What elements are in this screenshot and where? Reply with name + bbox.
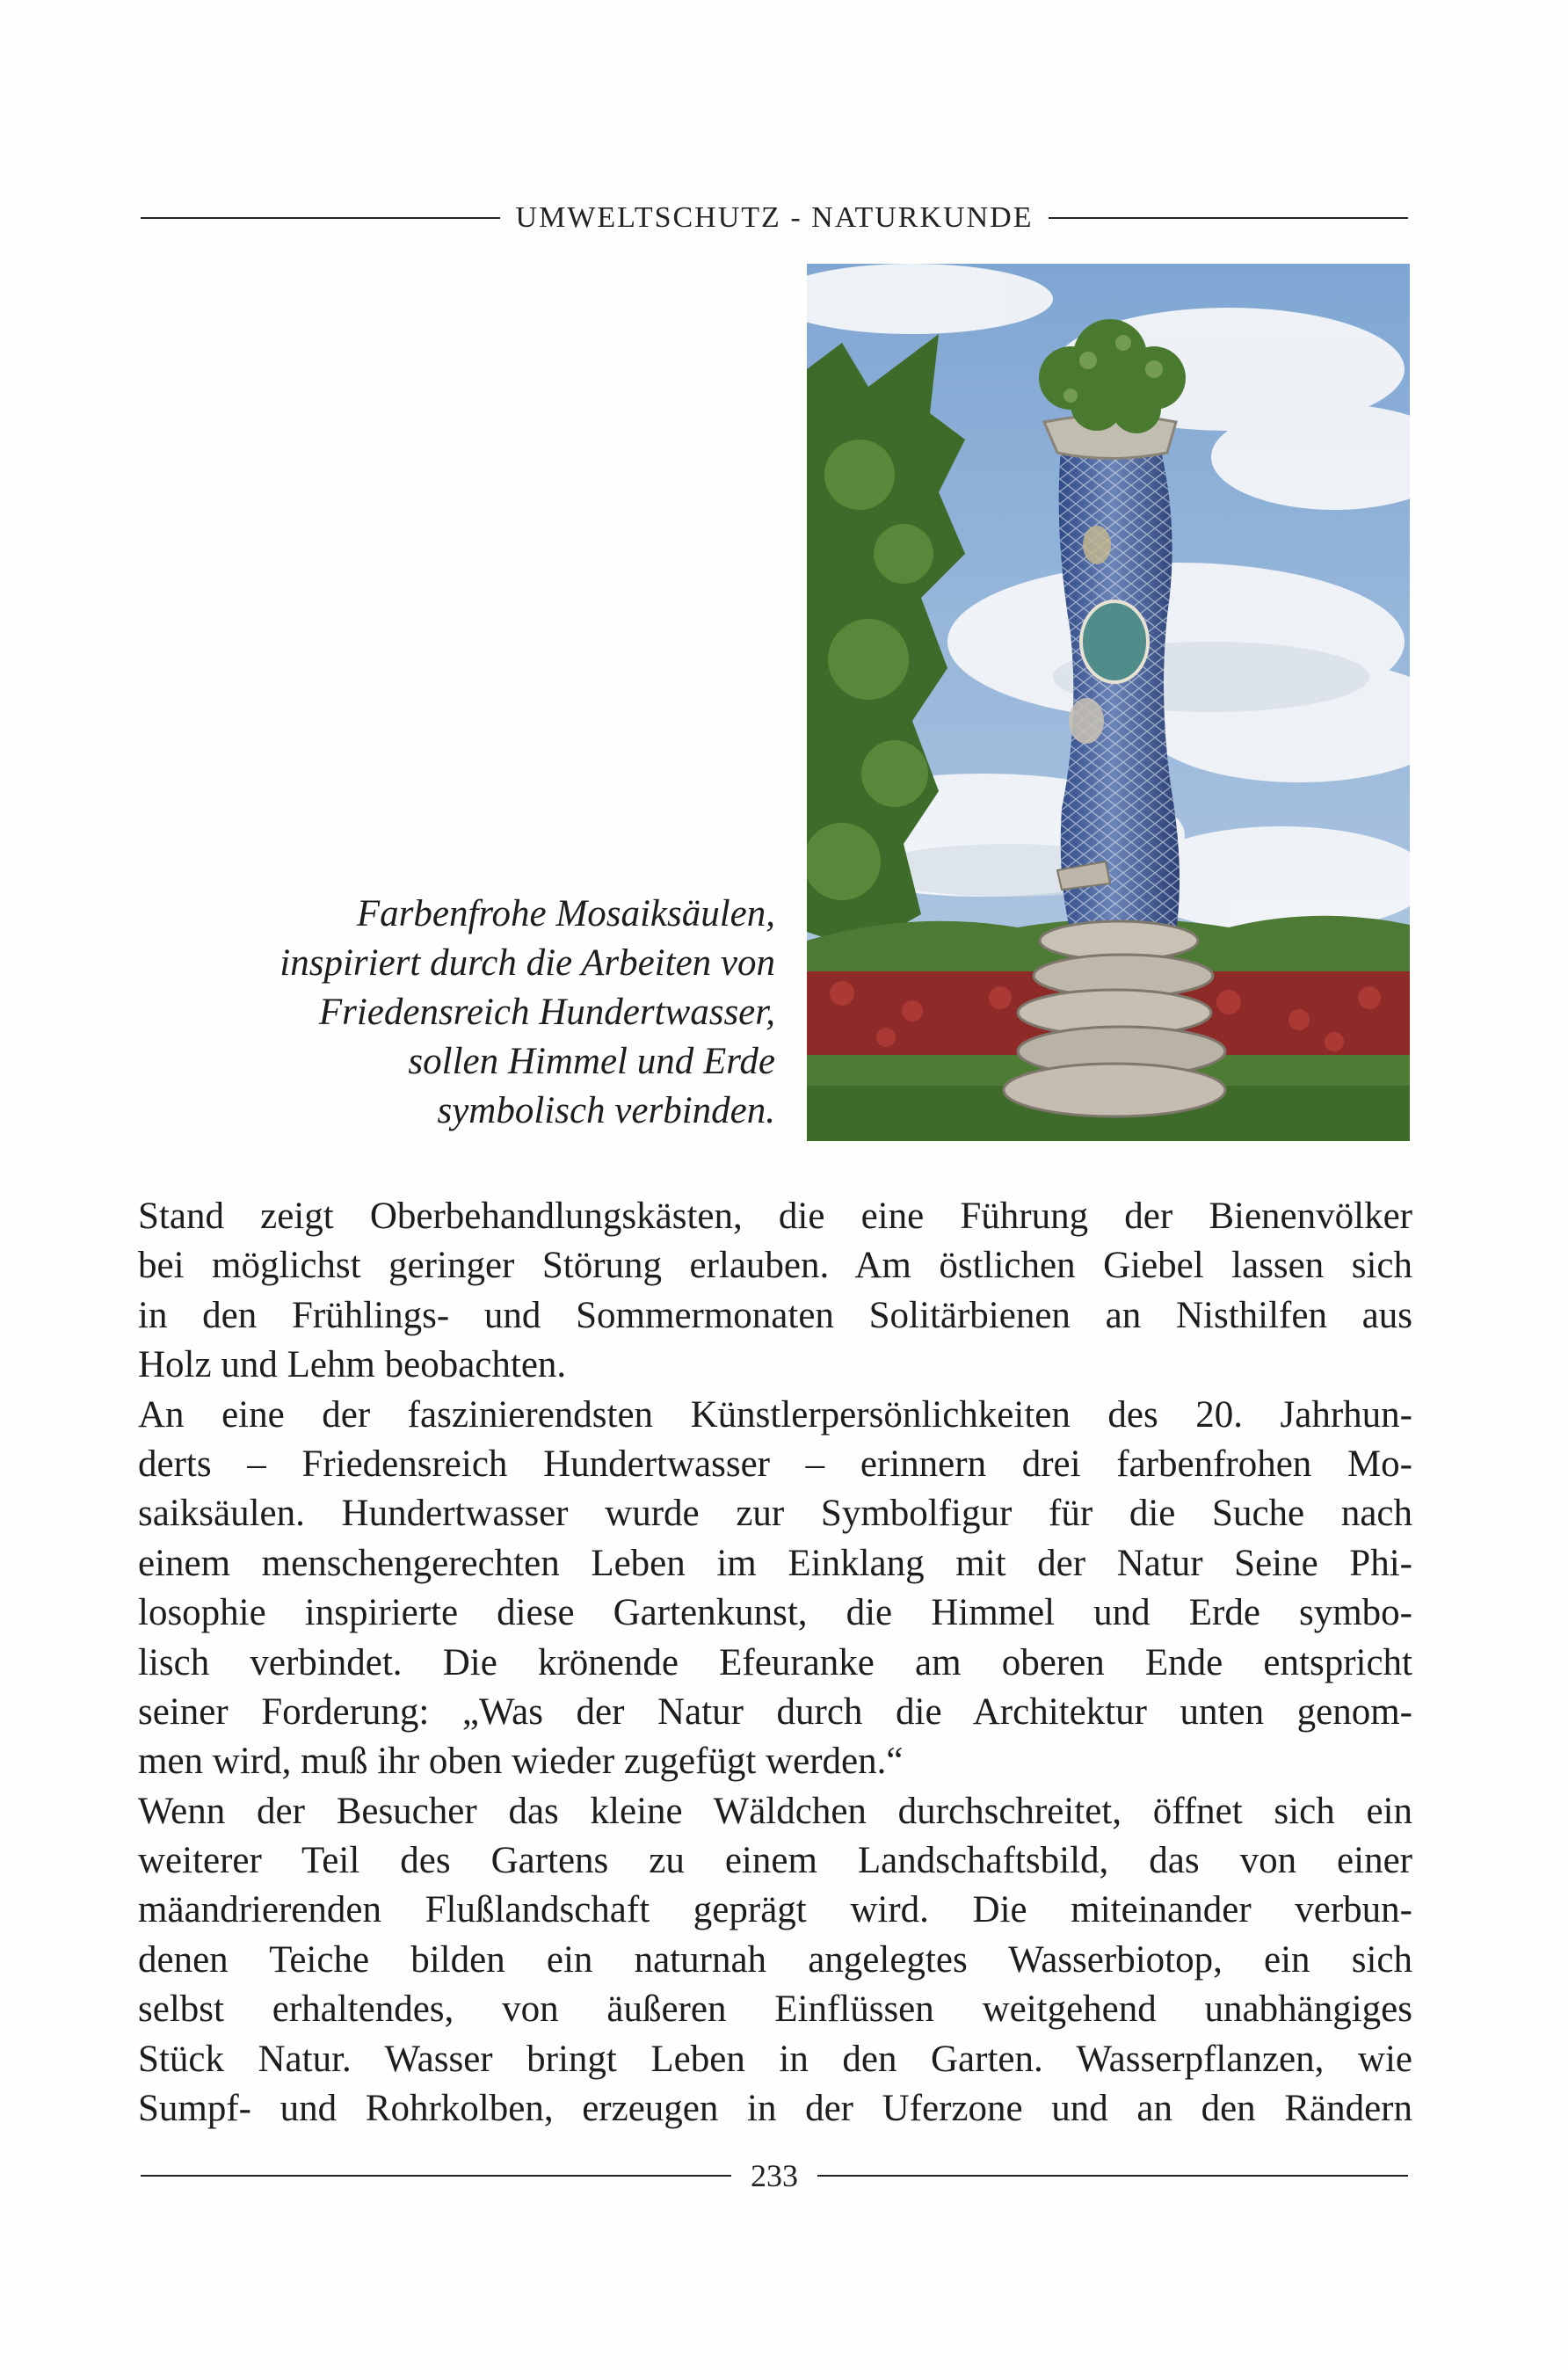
body-line: seiner Forderung: „Was der Natur durch die Architektur unten genom-	[138, 1690, 1412, 1733]
body-line: An eine der faszinierendsten Künstlerpersönlichkeiten des 20. Jahrhun-	[138, 1393, 1412, 1436]
body-line: bei möglichst geringer Störung erlauben. Am östlichen Giebel lassen sich	[138, 1245, 1412, 1287]
body-line: weiterer Teil des Gartens zu einem Landschaftsbild, das von einer	[138, 1840, 1412, 1882]
body-line: in den Frühlings- und Sommermonaten Solitärbienen an Nisthilfen aus	[138, 1294, 1412, 1336]
body-line: derts – Friedensreich Hundertwasser – erinnern drei farbenfrohen Mo-	[138, 1443, 1412, 1485]
body-line: mäandrierenden Flußlandschaft geprägt wird. Die miteinander verbun-	[138, 1889, 1412, 1931]
caption-line: Farbenfrohe Mosaiksäulen,	[356, 893, 775, 934]
body-line: losophie inspirierte diese Gartenkunst, die Himmel und Erde symbo-	[138, 1592, 1412, 1634]
body-line: Stück Natur. Wasser bringt Leben in den Garten. Wasserpflanzen, wie	[138, 2038, 1412, 2080]
page-footer	[141, 2154, 1408, 2198]
footer-rule-left	[141, 2175, 731, 2177]
body-line: lisch verbindet. Die krönende Efeuranke am oberen Ende entspricht	[138, 1641, 1412, 1683]
header-rule-right	[1049, 217, 1408, 219]
caption-line: symbolisch verbinden.	[437, 1090, 775, 1131]
footer-rule-right	[817, 2175, 1408, 2177]
body-line: Holz und Lehm beobachten.	[138, 1344, 567, 1386]
body-line: men wird, muß ihr oben wieder zugefügt werden.“	[138, 1741, 904, 1783]
body-line: einem menschengerechten Leben im Einklang mit der Natur Seine Phi-	[138, 1542, 1412, 1584]
header-rule-left	[141, 217, 500, 219]
body-line: Sumpf- und Rohrkolben, erzeugen in der Uferzone und an den Rändern	[138, 2088, 1412, 2130]
section-title: UMWELTSCHUTZ - NATURKUNDE	[515, 201, 1034, 234]
mosaic-column-photo	[807, 264, 1410, 1141]
caption-line: inspiriert durch die Arbeiten von	[279, 942, 775, 984]
running-header	[141, 200, 1408, 236]
caption-line: sollen Himmel und Erde	[408, 1041, 775, 1082]
page-number: 233	[751, 2158, 798, 2193]
body-line: selbst erhaltendes, von äußeren Einflüssen weitgehend unabhängiges	[138, 1988, 1412, 2031]
body-line: Stand zeigt Oberbehandlungskästen, die eine Führung der Bienenvölker	[138, 1196, 1412, 1237]
body-line: denen Teiche bilden ein naturnah angelegtes Wasserbiotop, ein sich	[138, 1938, 1412, 1981]
body-text	[138, 1192, 1412, 2134]
body-line: Wenn der Besucher das kleine Wäldchen durchschreitet, öffnet sich ein	[138, 1790, 1412, 1832]
caption-line: Friedensreich Hundertwasser,	[318, 992, 775, 1033]
photo-caption	[211, 890, 775, 1136]
body-line: saiksäulen. Hundertwasser wurde zur Symbolfigur für die Suche nach	[138, 1493, 1412, 1535]
